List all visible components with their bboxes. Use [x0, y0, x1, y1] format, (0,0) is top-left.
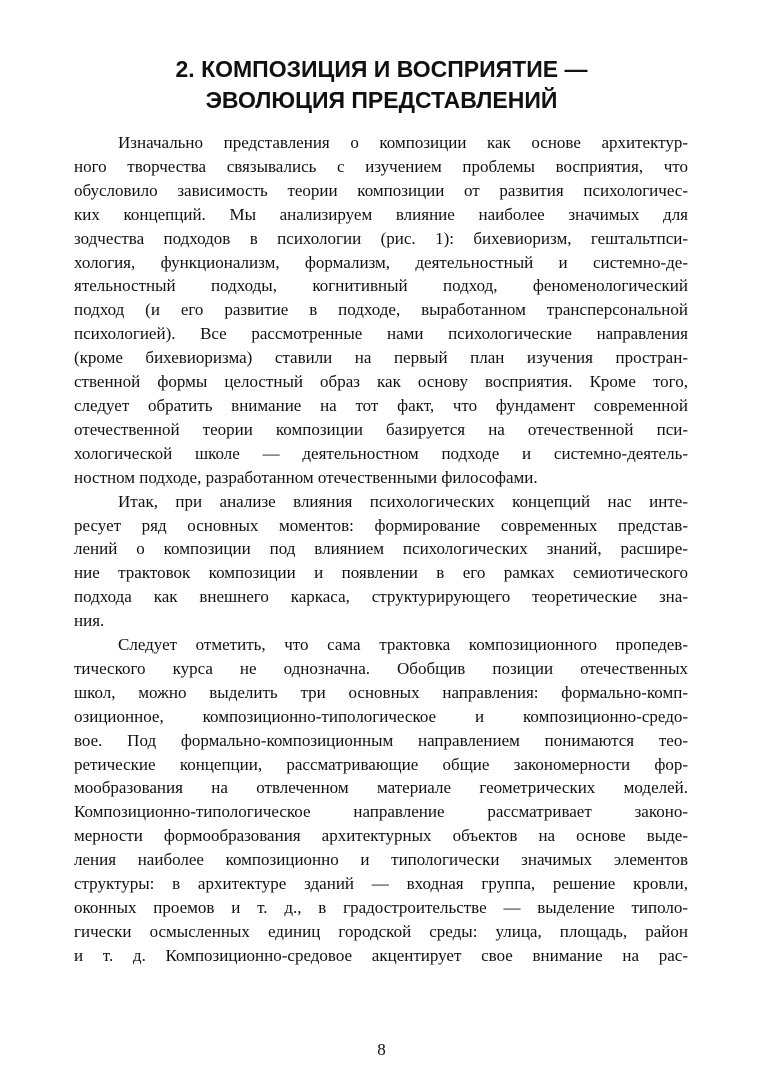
text-line: ретические концепции, рассматривающие общие закономерности фор-: [74, 754, 688, 774]
text-line: тического курса не однозначна. Обобщив позиции отечественных: [74, 658, 688, 678]
text-line: (кроме бихевиоризма) ставили на первый план изучения простран-: [74, 348, 688, 368]
text-line: ние трактовок композиции и появлении в его рамках семиотического: [74, 563, 688, 583]
text-line: и т. д. Композиционно-средовое акцентирует свое внимание на рас-: [74, 945, 688, 965]
chapter-title-line-1: 2. КОМПОЗИЦИЯ И ВОСПРИЯТИЕ —: [175, 56, 588, 82]
text-line: школ, можно выделить три основных направления: формально-комп-: [74, 682, 688, 702]
text-line: следует обратить внимание на тот факт, что фундамент современной: [74, 395, 688, 415]
chapter-title: [60, 54, 703, 116]
text-line: гически осмысленных единиц городской среды: улица, площадь, район: [74, 921, 688, 941]
text-line: психологией). Все рассмотренные нами психологические направления: [74, 324, 688, 344]
text-line: зодчества подходов в психологии (рис. 1): бихевиоризм, гештальтпси-: [74, 228, 688, 248]
text-line: подход (и его развитие в подходе, выработанном трансперсональной: [74, 300, 688, 320]
text-line: хология, функционализм, формализм, деятельностный и системно-де-: [74, 252, 688, 272]
paragraph-3: [74, 633, 688, 968]
text-line: лений о композиции под влиянием психологических знаний, расшире-: [74, 539, 688, 559]
text-line: хологической школе — деятельностном подходе и системно-деятель-: [74, 443, 688, 463]
text-line: ятельностный подходы, когнитивный подход, феноменологический: [74, 276, 688, 296]
body-text: [74, 131, 688, 968]
chapter-title-line-2: ЭВОЛЮЦИЯ ПРЕДСТАВЛЕНИЙ: [205, 87, 558, 113]
text-line: мерности формообразования архитектурных объектов на основе выде-: [74, 826, 688, 846]
text-line: вое. Под формально-композиционным направлением понимаются тео-: [74, 730, 688, 750]
paragraph-2: [74, 490, 688, 633]
text-line: мообразования на отвлеченном материале геометрических моделей.: [74, 778, 688, 798]
text-line: ственной формы целостный образ как основу восприятия. Кроме того,: [74, 372, 688, 392]
text-line: Итак, при анализе влияния психологических концепций нас инте-: [118, 491, 688, 511]
text-line: ного творчества связывались с изучением проблемы восприятия, что: [74, 156, 688, 176]
text-line: Изначально представления о композиции как основе архитектур-: [118, 133, 688, 152]
text-line: ресует ряд основных моментов: формирование современных представ-: [74, 515, 688, 535]
page-number: 8: [377, 1040, 386, 1059]
text-line: озиционное, композиционно-типологическое и композиционно-средо-: [74, 706, 688, 726]
text-line: структуры: в архитектуре зданий — входная группа, решение кровли,: [74, 874, 688, 894]
text-line: ностном подходе, разработанном отечественными философами.: [74, 467, 538, 487]
text-line: отечественной теории композиции базируется на отечественной пси-: [74, 419, 688, 439]
text-line: ния.: [74, 611, 105, 631]
text-line: оконных проемов и т. д., в градостроительстве — выделение типоло-: [74, 898, 688, 917]
text-line: подхода как внешнего каркаса, структурирующего теоретические зна-: [74, 587, 688, 607]
text-line: Следует отметить, что сама трактовка композиционного пропедев-: [118, 635, 688, 655]
text-line: Композиционно-типологическое направление рассматривает законо-: [74, 802, 688, 822]
text-line: обусловило зависимость теории композиции от развития психологичес-: [74, 180, 688, 200]
text-line: ких концепций. Мы анализируем влияние наиболее значимых для: [74, 204, 688, 224]
text-line: ления наиболее композиционно и типологически значимых элементов: [74, 850, 688, 870]
paragraph-1: [74, 131, 688, 490]
